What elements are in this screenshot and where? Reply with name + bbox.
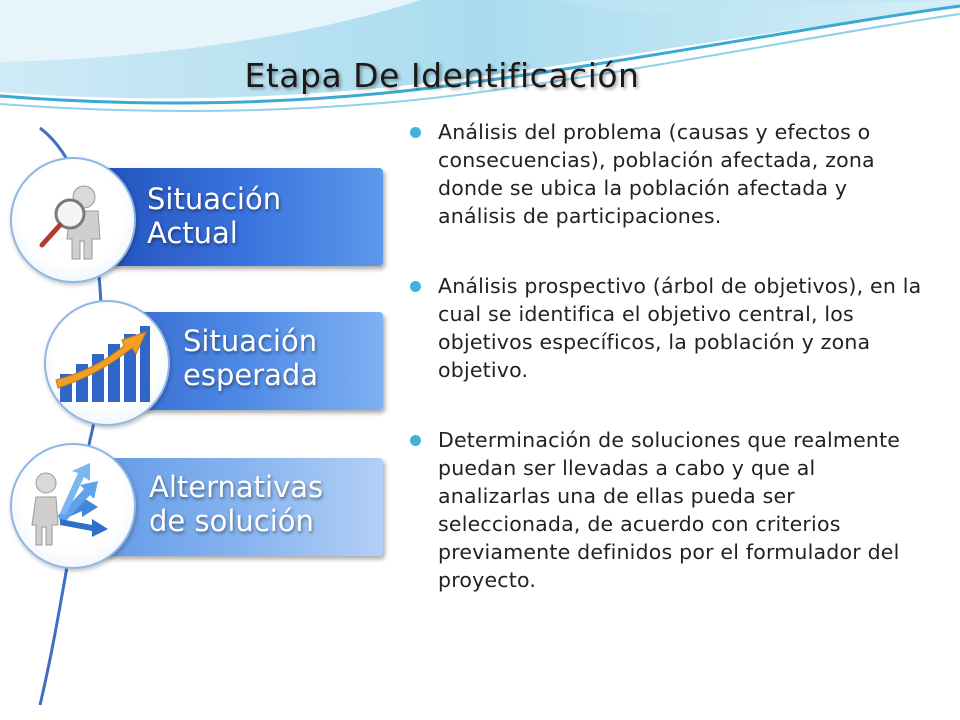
bullet-list (410, 118, 930, 636)
bullet-dot-icon (410, 127, 421, 138)
list-item (410, 426, 930, 594)
stage-label: Situación Actual (147, 182, 282, 250)
bullet-dot-icon (410, 281, 421, 292)
stage-label: Alternativas de solución (149, 470, 324, 538)
thinking-figure-arrows-icon (10, 443, 136, 569)
list-item (410, 118, 930, 230)
bullet-text: Análisis prospectivo (árbol de objetivos), en la cual se identifica el objetivo central, los objetivos específicos, la población y zona objetivo. (438, 274, 922, 382)
bullet-text: Análisis del problema (causas y efectos o consecuencias), población afectada, zona donde se ubica la población afectada y análisis de participaciones. (438, 120, 875, 228)
list-item (410, 272, 930, 384)
slide-title: Etapa De Identificación (244, 56, 640, 95)
bullet-dot-icon (410, 435, 421, 446)
stage-label: Situación esperada (183, 324, 319, 392)
magnifying-glass-figure-icon (10, 157, 136, 283)
growth-bar-chart-icon (44, 300, 170, 426)
bullet-text: Determinación de soluciones que realmente puedan ser llevadas a cabo y que al analizarlas una de ellas pueda ser seleccionada, de acuerdo con criterios previamente definidos por el formulador del proyecto. (438, 428, 901, 592)
